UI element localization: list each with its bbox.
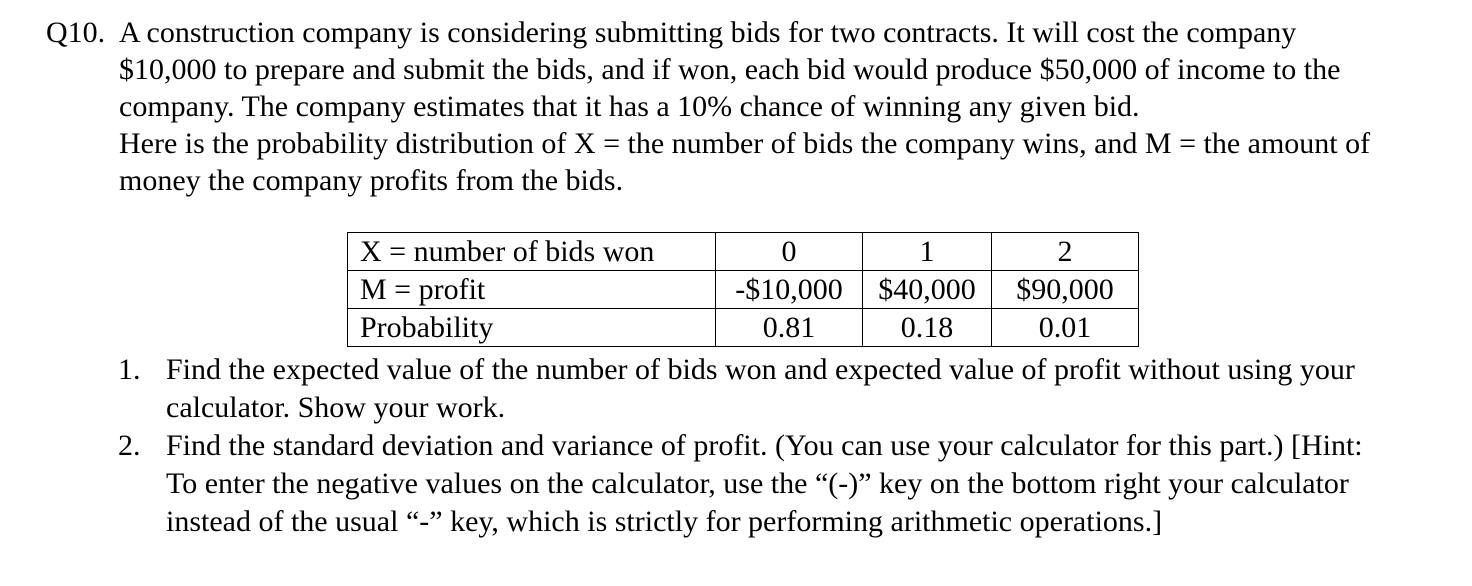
row-label-x: X = number of bids won (348, 233, 716, 271)
cell-x-0: 0 (716, 233, 863, 271)
row-label-m: M = profit (348, 271, 716, 309)
question-body (119, 14, 1376, 199)
row-label-probability: Probability (348, 309, 716, 347)
table-row-probability (348, 309, 1139, 347)
task-number-1: 1. (118, 353, 141, 386)
cell-p-1: 0.18 (863, 309, 992, 347)
question-number: Q10. (46, 16, 106, 49)
task-item-2 (118, 427, 1378, 541)
task-text-1: Find the expected value of the number of bids won and expected value of profit without using your calculator. Show your work. (166, 353, 1355, 424)
cell-m-1: $40,000 (863, 271, 992, 309)
question-paragraph-1: A construction company is considering submitting bids for two contracts. It will cost the company $10,000 to prepare and submit the bids, and if won, each bid would produce $50,000 of income to the company. The company estimates that it has a 10% chance of winning any given bid. (119, 16, 1341, 123)
cell-x-2: 2 (992, 233, 1139, 271)
cell-m-2: $90,000 (992, 271, 1139, 309)
cell-p-2: 0.01 (992, 309, 1139, 347)
table-row-m (348, 271, 1139, 309)
task-text-2: Find the standard deviation and variance of profit. (You can use your calculator for this part.) [Hint: To enter the negative values on the calculator, use the “(-)” key on the bottom right your calculator instead of the usual “-” key, which is strictly for performing arithmetic operations.] (166, 429, 1363, 538)
cell-m-0: -$10,000 (716, 271, 863, 309)
task-item-1 (118, 351, 1378, 427)
question-paragraph-2: Here is the probability distribution of X = the number of bids the company wins, and M = the amount of money the company profits from the bids. (119, 127, 1371, 197)
question-block (46, 14, 1376, 199)
cell-p-0: 0.81 (716, 309, 863, 347)
table-row-x (348, 233, 1139, 271)
task-number-2: 2. (118, 429, 141, 462)
task-list (118, 351, 1378, 541)
cell-x-1: 1 (863, 233, 992, 271)
probability-distribution-table (347, 232, 1139, 347)
